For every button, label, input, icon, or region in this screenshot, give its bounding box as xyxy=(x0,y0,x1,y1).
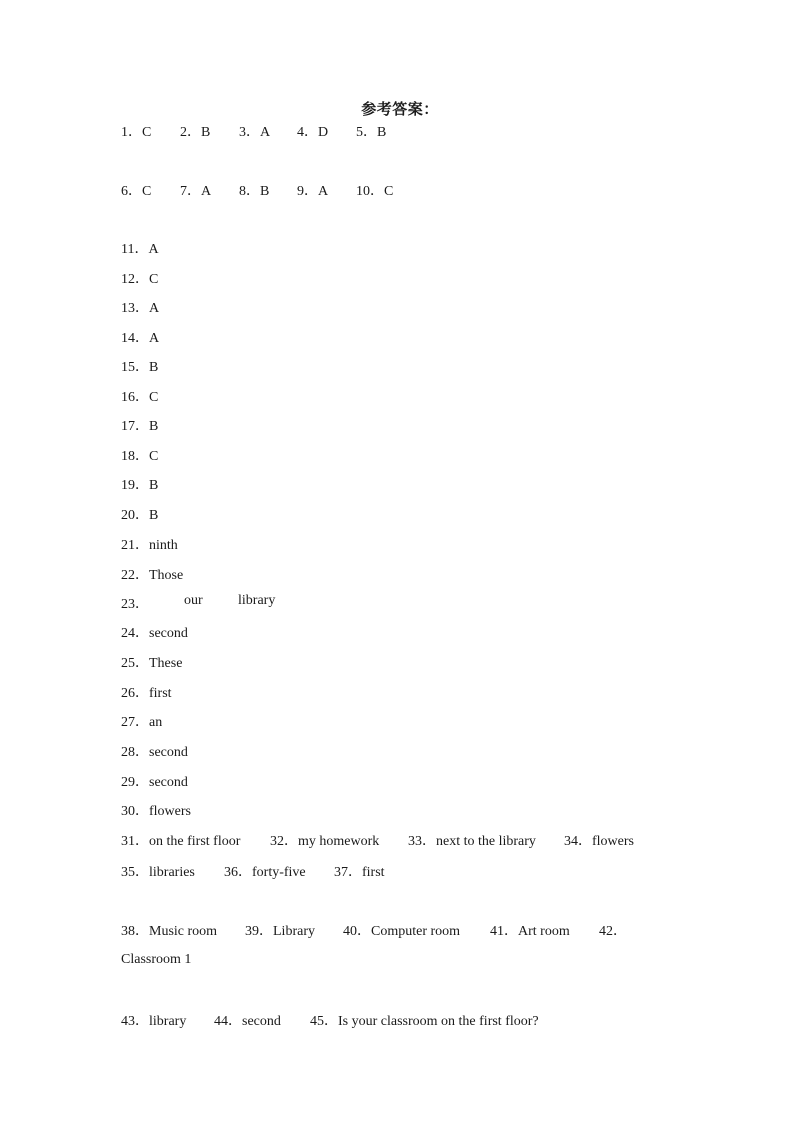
answer-item: 7．A xyxy=(180,184,212,199)
answer-item: 14．A xyxy=(121,331,160,346)
answer-item-continuation: Classroom 1 xyxy=(121,952,192,967)
answer-item: 42． xyxy=(599,924,627,939)
answer-item: 38．Music room xyxy=(121,924,218,939)
answer-item: 16．C xyxy=(121,390,159,405)
answer-item: 15．B xyxy=(121,360,159,375)
answer-item: 37．first xyxy=(334,865,385,880)
answer-item: 29．second xyxy=(121,775,188,790)
answer-item: 8．B xyxy=(239,184,270,199)
answer-item: 45．Is your classroom on the first floor? xyxy=(310,1014,539,1029)
page-title: 参考答案： xyxy=(361,102,439,118)
answer-item: 32．my homework xyxy=(270,834,380,849)
answer-item: 20．B xyxy=(121,508,159,523)
answer-item: 10．C xyxy=(356,184,394,199)
answer-item: 24．second xyxy=(121,626,188,641)
answer-word: library xyxy=(238,593,276,608)
answer-item: 1．C xyxy=(121,125,152,140)
answer-item: 39．Library xyxy=(245,924,315,939)
answer-item: 35．libraries xyxy=(121,865,195,880)
answer-item: 40．Computer room xyxy=(343,924,461,939)
answer-item: 28．second xyxy=(121,745,188,760)
answer-item: 43．library xyxy=(121,1014,187,1029)
answer-item: 12．C xyxy=(121,272,159,287)
answer-number: 23． xyxy=(121,597,149,612)
answer-item: 17．B xyxy=(121,419,159,434)
answer-item: 44．second xyxy=(214,1014,281,1029)
answer-item: 18．C xyxy=(121,449,159,464)
answer-item: 31．on the first floor xyxy=(121,834,241,849)
answer-item: 33．next to the library xyxy=(408,834,536,849)
answer-item: 25．These xyxy=(121,656,183,671)
answer-item: 3．A xyxy=(239,125,271,140)
answer-item: 6．C xyxy=(121,184,152,199)
answer-item: 22．Those xyxy=(121,568,184,583)
answer-item: 30．flowers xyxy=(121,804,191,819)
answer-item: 36．forty-five xyxy=(224,865,306,880)
answer-item: 27．an xyxy=(121,715,163,730)
answer-item: 2．B xyxy=(180,125,211,140)
answer-item: 11．A xyxy=(121,242,159,257)
answer-item: 5．B xyxy=(356,125,387,140)
answer-item: 9．A xyxy=(297,184,329,199)
answer-item: 41．Art room xyxy=(490,924,570,939)
answer-item: 34．flowers xyxy=(564,834,634,849)
answer-item: 19．B xyxy=(121,478,159,493)
answer-item: 4．D xyxy=(297,125,329,140)
answer-item: 26．first xyxy=(121,686,172,701)
answer-word: our xyxy=(184,593,203,608)
answer-item: 21．ninth xyxy=(121,538,178,553)
answer-item: 13．A xyxy=(121,301,160,316)
